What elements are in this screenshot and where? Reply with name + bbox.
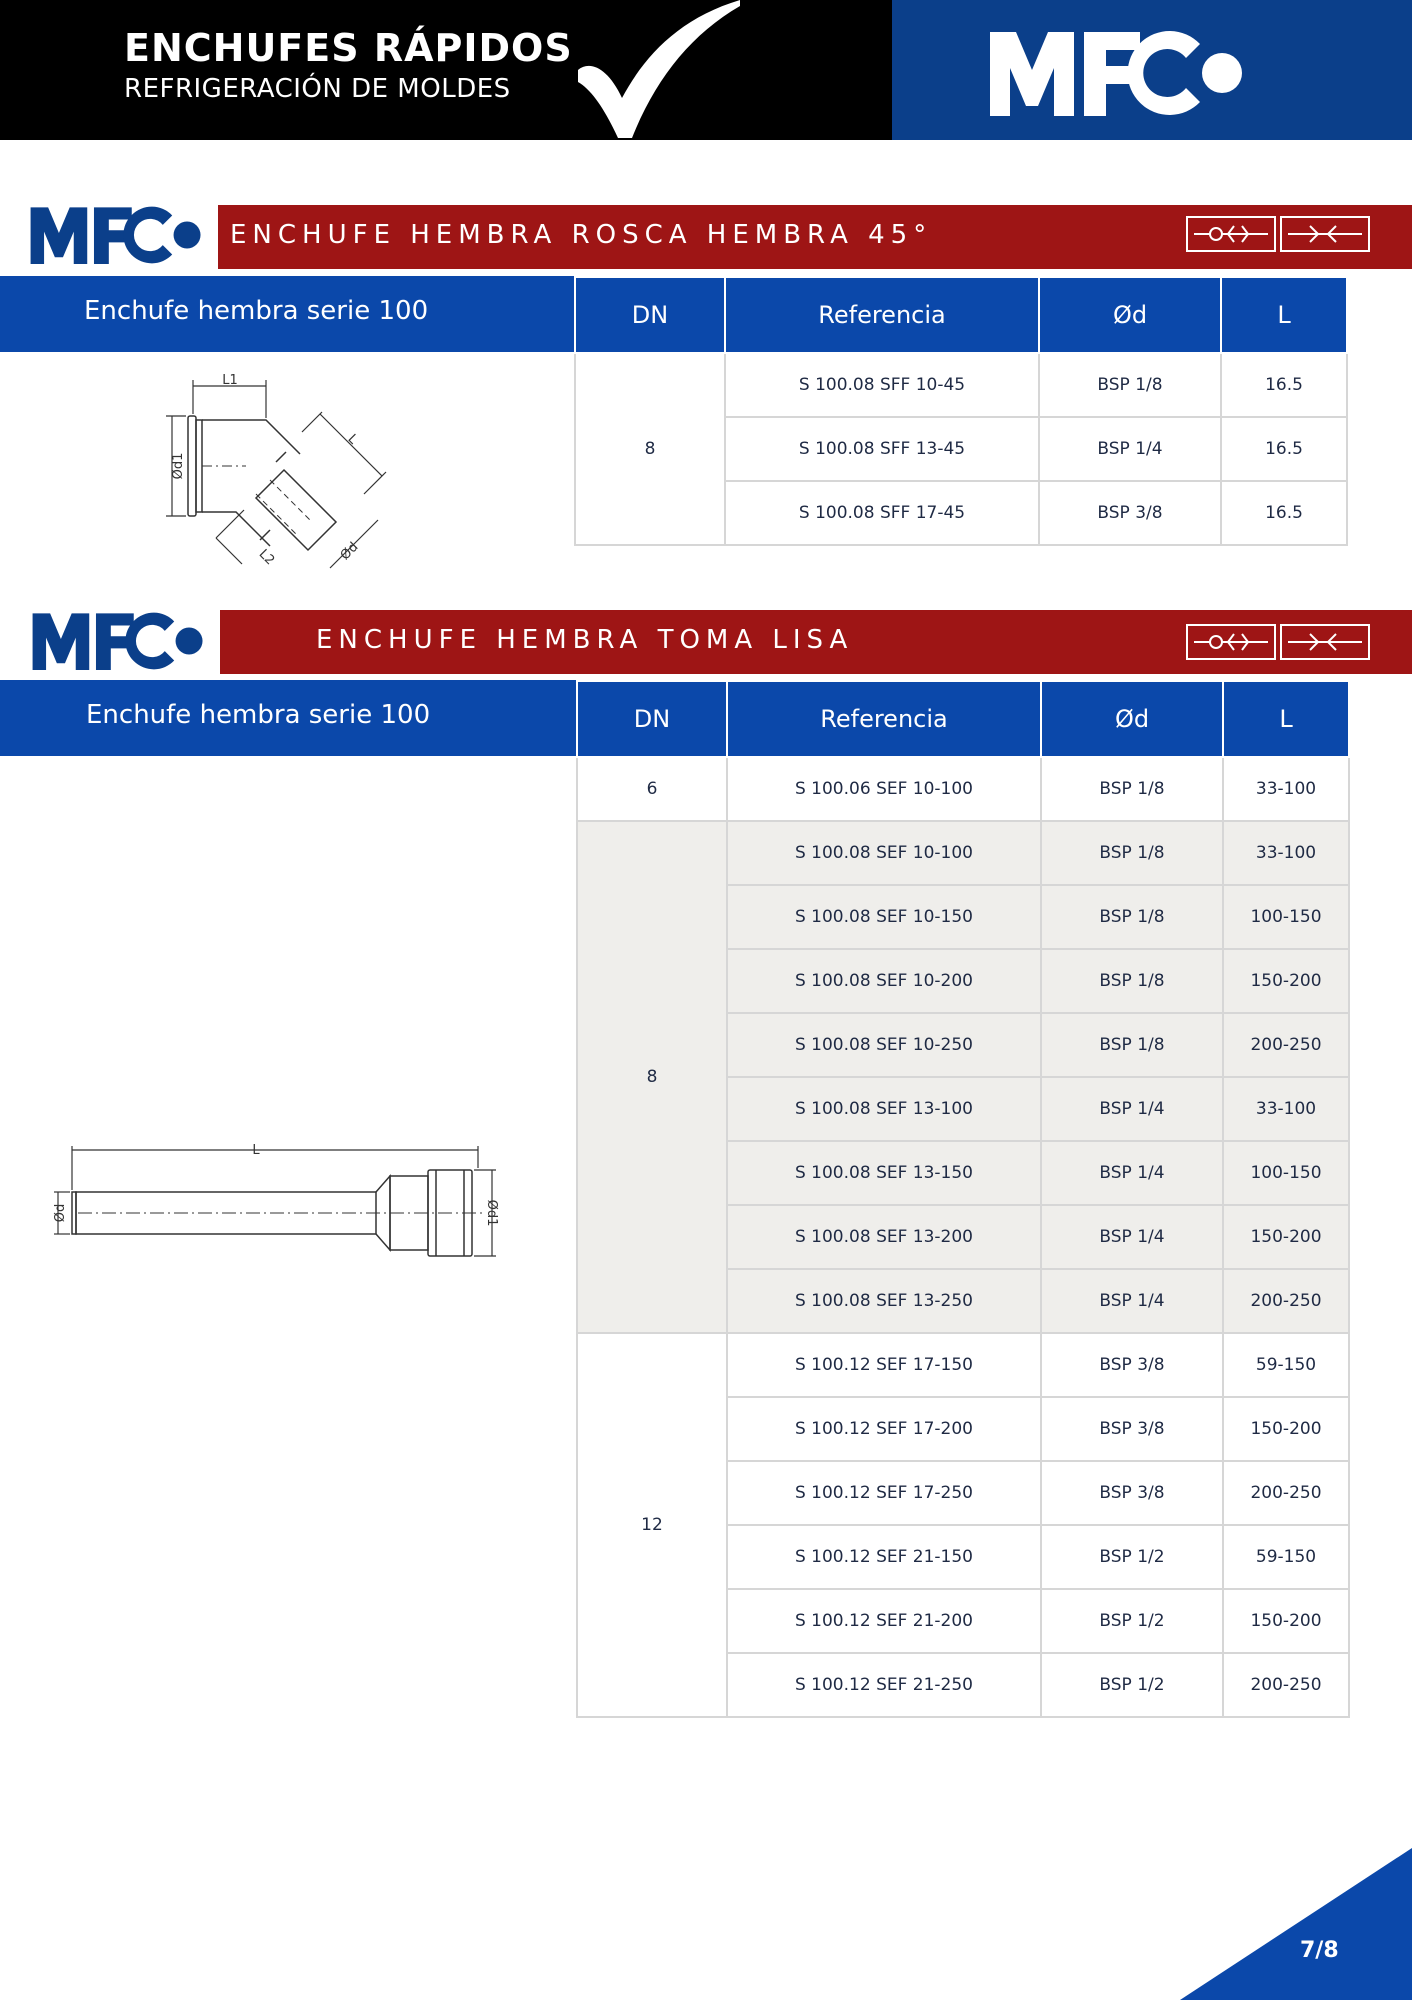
l-cell: 150-200	[1223, 949, 1349, 1013]
d-cell: BSP 1/8	[1041, 757, 1223, 821]
d-cell: BSP 1/4	[1039, 417, 1221, 481]
straight-plug-drawing	[44, 1130, 514, 1260]
l-cell: 200-250	[1223, 1461, 1349, 1525]
l-cell: 59-150	[1223, 1333, 1349, 1397]
dn-cell: 12	[577, 1333, 727, 1717]
dim-l-label: L	[252, 1143, 260, 1158]
dn-cell: 8	[575, 353, 725, 545]
l-cell: 33-100	[1223, 821, 1349, 885]
table-header-row	[577, 681, 1349, 757]
col-dn: DN	[575, 277, 725, 353]
section1-label: Enchufe hembra serie 100	[84, 296, 429, 326]
d-cell: BSP 1/4	[1041, 1077, 1223, 1141]
l-cell: 16.5	[1221, 481, 1347, 545]
l-cell: 59-150	[1223, 1525, 1349, 1589]
d-cell: BSP 3/8	[1039, 481, 1221, 545]
col-diameter: Ød	[1041, 681, 1223, 757]
dim-d1-label: Ød1	[171, 452, 186, 480]
d-cell: BSP 1/8	[1039, 353, 1221, 417]
ref-cell: S 100.08 SEF 10-150	[727, 885, 1041, 949]
header-subtitle: REFRIGERACIÓN DE MOLDES	[124, 74, 511, 104]
l-cell: 100-150	[1223, 885, 1349, 949]
l-cell: 150-200	[1223, 1397, 1349, 1461]
d-cell: BSP 1/4	[1041, 1205, 1223, 1269]
ref-cell: S 100.08 SFF 17-45	[725, 481, 1039, 545]
table-header-row	[575, 277, 1347, 353]
page-corner-triangle	[1180, 1848, 1412, 2000]
mfc-logo-header	[990, 30, 1270, 116]
l-cell: 200-250	[1223, 1013, 1349, 1077]
ref-cell: S 100.08 SFF 10-45	[725, 353, 1039, 417]
ref-cell: S 100.08 SEF 10-100	[727, 821, 1041, 885]
section1-title: ENCHUFE HEMBRA ROSCA HEMBRA 45°	[230, 220, 933, 250]
l-cell: 33-100	[1223, 757, 1349, 821]
ref-cell: S 100.08 SFF 13-45	[725, 417, 1039, 481]
col-length: L	[1223, 681, 1349, 757]
ref-cell: S 100.06 SEF 10-100	[727, 757, 1041, 821]
l-cell: 33-100	[1223, 1077, 1349, 1141]
d-cell: BSP 1/2	[1041, 1525, 1223, 1589]
coupling-symbol-icon	[1186, 624, 1370, 660]
d-cell: BSP 1/2	[1041, 1589, 1223, 1653]
ref-cell: S 100.12 SEF 17-150	[727, 1333, 1041, 1397]
dn-cell: 8	[577, 821, 727, 1333]
l-cell: 150-200	[1223, 1205, 1349, 1269]
table-row	[577, 1333, 1349, 1397]
l-cell: 200-250	[1223, 1653, 1349, 1717]
ref-cell: S 100.08 SEF 13-250	[727, 1269, 1041, 1333]
section2-table	[576, 680, 1350, 1718]
table-row	[575, 353, 1347, 417]
checkmark-icon	[560, 0, 740, 140]
ref-cell: S 100.08 SEF 13-200	[727, 1205, 1041, 1269]
d-cell: BSP 1/8	[1041, 949, 1223, 1013]
ref-cell: S 100.12 SEF 21-250	[727, 1653, 1041, 1717]
table-row	[577, 757, 1349, 821]
table-row	[577, 821, 1349, 885]
section1-table	[574, 276, 1348, 546]
dn-cell: 6	[577, 757, 727, 821]
dim-d-label: Ød	[337, 539, 362, 564]
coupling-symbol-icon	[1186, 216, 1370, 252]
mfc-logo-section2	[32, 612, 222, 670]
ref-cell: S 100.12 SEF 21-150	[727, 1525, 1041, 1589]
col-dn: DN	[577, 681, 727, 757]
d-cell: BSP 1/2	[1041, 1653, 1223, 1717]
dim-d1-label: Ød1	[484, 1199, 499, 1227]
d-cell: BSP 3/8	[1041, 1397, 1223, 1461]
ref-cell: S 100.12 SEF 21-200	[727, 1589, 1041, 1653]
section2-label: Enchufe hembra serie 100	[86, 700, 431, 730]
ref-cell: S 100.12 SEF 17-200	[727, 1397, 1041, 1461]
page-number: 7/8	[1300, 1938, 1339, 1963]
l-cell: 100-150	[1223, 1141, 1349, 1205]
dim-l-label: L	[344, 431, 361, 448]
dim-l2-label: L2	[255, 546, 278, 569]
dim-l1-label: L1	[222, 373, 238, 388]
d-cell: BSP 1/4	[1041, 1141, 1223, 1205]
section2-title: ENCHUFE HEMBRA TOMA LISA	[316, 625, 854, 655]
ref-cell: S 100.08 SEF 10-200	[727, 949, 1041, 1013]
d-cell: BSP 3/8	[1041, 1333, 1223, 1397]
ref-cell: S 100.08 SEF 13-150	[727, 1141, 1041, 1205]
col-diameter: Ød	[1039, 277, 1221, 353]
d-cell: BSP 1/8	[1041, 885, 1223, 949]
d-cell: BSP 1/8	[1041, 821, 1223, 885]
elbow-45-drawing	[160, 370, 400, 580]
d-cell: BSP 3/8	[1041, 1461, 1223, 1525]
col-referencia: Referencia	[725, 277, 1039, 353]
mfc-logo-section1	[30, 206, 220, 264]
l-cell: 16.5	[1221, 417, 1347, 481]
col-referencia: Referencia	[727, 681, 1041, 757]
header-black-band	[0, 0, 892, 140]
d-cell: BSP 1/8	[1041, 1013, 1223, 1077]
col-length: L	[1221, 277, 1347, 353]
l-cell: 200-250	[1223, 1269, 1349, 1333]
ref-cell: S 100.08 SEF 10-250	[727, 1013, 1041, 1077]
l-cell: 150-200	[1223, 1589, 1349, 1653]
ref-cell: S 100.12 SEF 17-250	[727, 1461, 1041, 1525]
dim-d-label: Ød	[53, 1203, 68, 1223]
ref-cell: S 100.08 SEF 13-100	[727, 1077, 1041, 1141]
l-cell: 16.5	[1221, 353, 1347, 417]
d-cell: BSP 1/4	[1041, 1269, 1223, 1333]
header-title: ENCHUFES RÁPIDOS	[124, 26, 573, 70]
